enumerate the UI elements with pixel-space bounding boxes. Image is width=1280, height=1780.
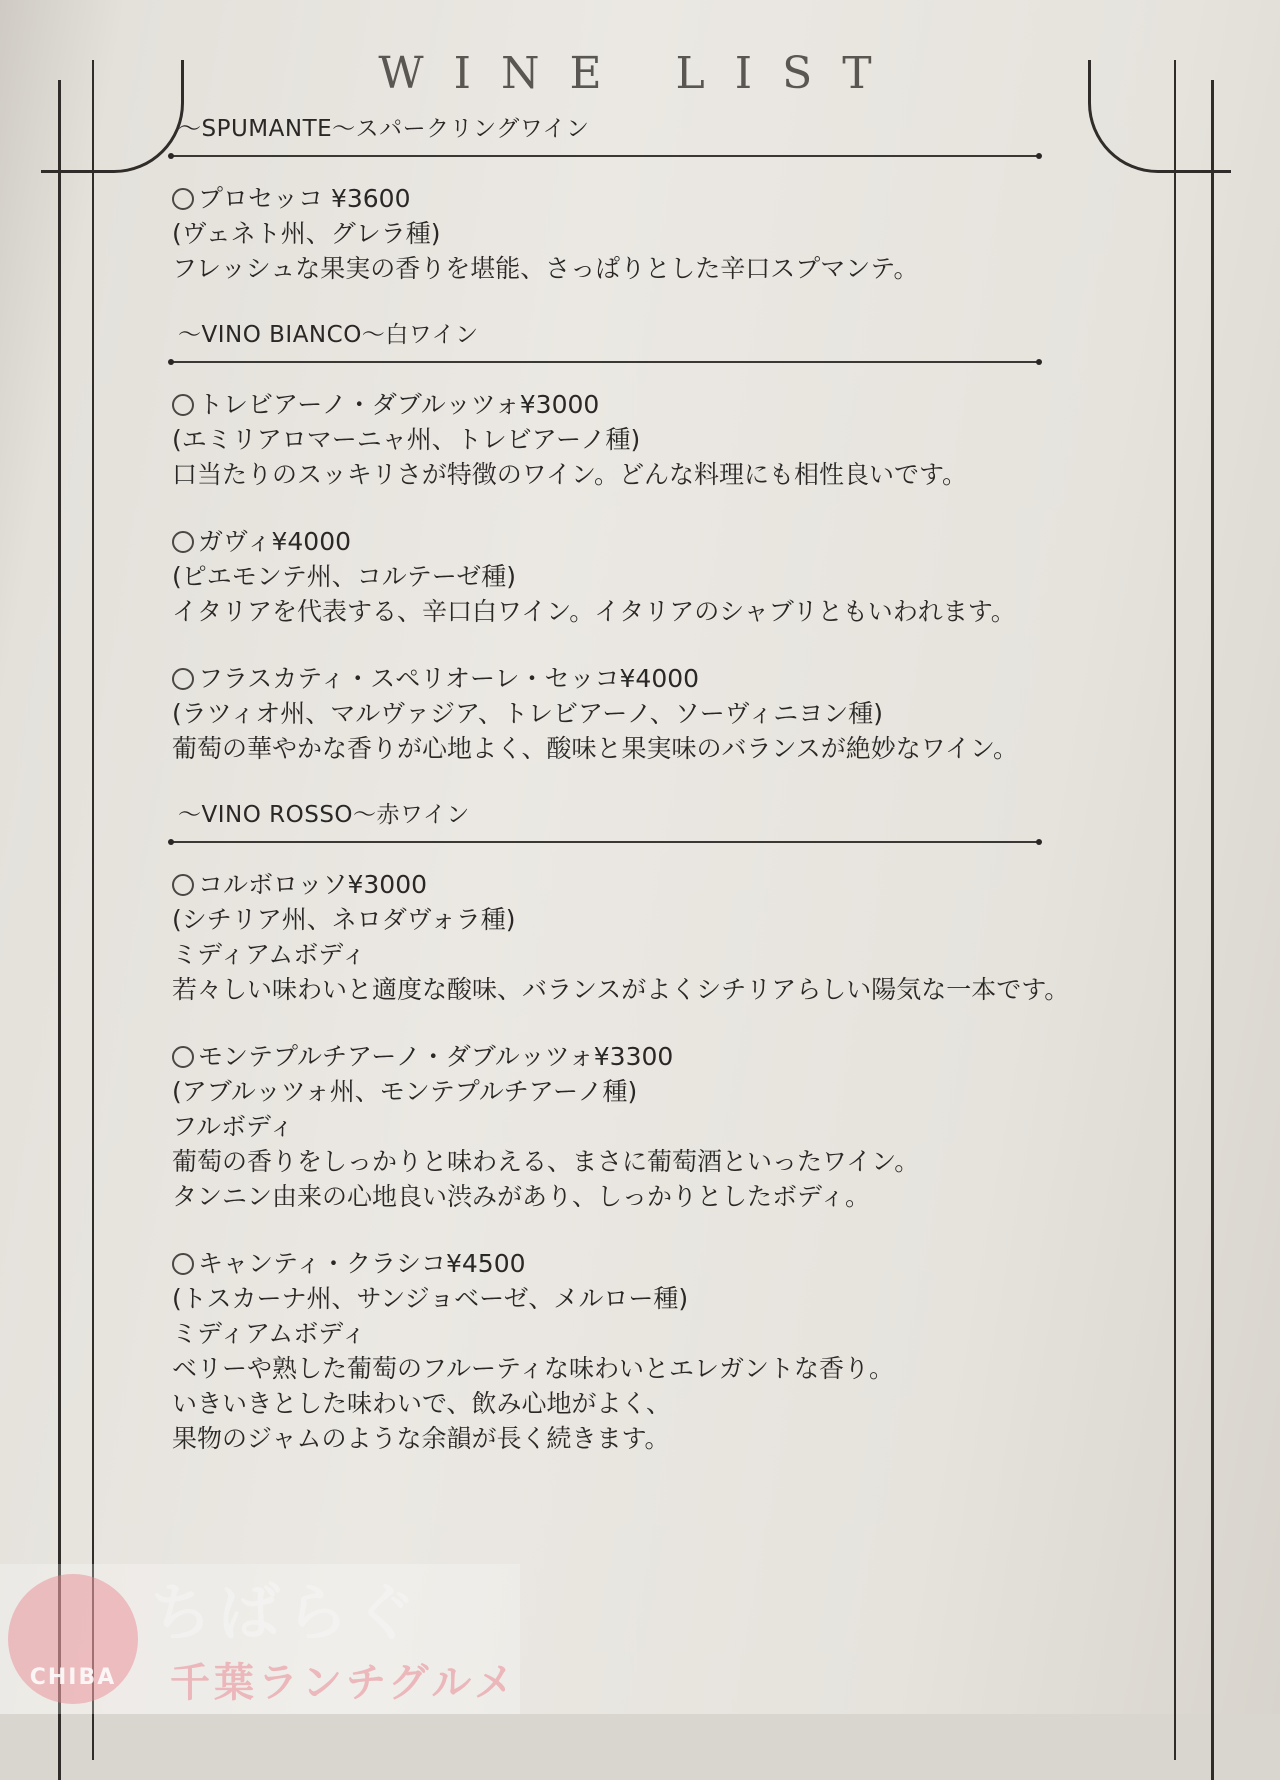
watermark-logo-text: CHIBA: [29, 1665, 117, 1690]
wine-description-line: イタリアを代表する、辛口白ワイン。イタリアのシャブリともいわれます。: [172, 597, 1016, 626]
wine-description-line: (ヴェネト州、グレラ種): [172, 219, 441, 248]
wine-name: コルボロッソ¥3000: [198, 870, 428, 899]
wine-name: ガヴィ¥4000: [198, 527, 352, 556]
wine-name-row: [172, 524, 1150, 559]
wine-name-row: [172, 1039, 1150, 1074]
wine-name-row: [172, 181, 1150, 216]
wine-name: トレビアーノ・ダブルッツォ¥3000: [198, 390, 600, 419]
wine-name-row: [172, 867, 1150, 902]
wine-item: [150, 1039, 1150, 1214]
circle-bullet-icon: [172, 531, 194, 553]
menu-title: WINE LIST: [378, 48, 902, 99]
circle-bullet-icon: [172, 668, 194, 690]
wine-description-line: (エミリアロマーニャ州、トレビアーノ種): [172, 425, 641, 454]
wine-description-line: ベリーや熟した葡萄のフルーティな味わいとエレガントな香り。: [172, 1354, 895, 1383]
section-heading: ～SPUMANTE～スパークリングワイン: [178, 116, 590, 142]
wine-description-line: いきいきとした味わいで、飲み心地がよく、: [172, 1389, 672, 1418]
circle-bullet-icon: [172, 874, 194, 896]
wine-description-line: フレッシュな果実の香りを堪能、さっぱりとした辛口スプマンテ。: [172, 254, 919, 283]
circle-bullet-icon: [172, 1253, 194, 1275]
wine-description-line: タンニン由来の心地良い渋みがあり、しっかりとしたボディ。: [172, 1182, 871, 1211]
wine-name-row: [172, 1246, 1150, 1281]
wine-description-line: 果物のジャムのような余韻が長く続きます。: [172, 1424, 670, 1453]
watermark: [0, 1564, 520, 1714]
wine-description-line: (ピエモンテ州、コルテーゼ種): [172, 562, 517, 591]
wine-item: [150, 661, 1150, 766]
watermark-logo: [8, 1574, 138, 1704]
section-divider: [170, 155, 1040, 157]
wine-name: フラスカティ・スペリオーレ・セッコ¥4000: [198, 664, 700, 693]
wine-description-line: (シチリア州、ネロダヴォラ種): [172, 905, 516, 934]
wine-description-line: フルボディ: [172, 1112, 295, 1141]
section-heading: ～VINO ROSSO～赤ワイン: [178, 802, 470, 828]
wine-list: [150, 112, 1150, 1488]
wine-description-line: ミディアムボディ: [172, 940, 367, 969]
watermark-sub-text: 千葉ランチグルメ: [170, 1660, 518, 1706]
section-divider: [170, 841, 1040, 843]
section-heading: ～VINO BIANCO～白ワイン: [178, 322, 479, 348]
wine-section: [150, 318, 1150, 766]
wine-section: [150, 112, 1150, 286]
circle-bullet-icon: [172, 1046, 194, 1068]
wine-name-row: [172, 661, 1150, 696]
wine-name: キャンティ・クラシコ¥4500: [198, 1249, 526, 1278]
wine-description-line: 葡萄の香りをしっかりと味わえる、まさに葡萄酒といったワイン。: [172, 1147, 920, 1176]
wine-item: [150, 867, 1150, 1007]
wine-description-line: 口当たりのスッキリさが特徴のワイン。どんな料理にも相性良いです。: [172, 460, 968, 489]
wine-item: [150, 387, 1150, 492]
circle-bullet-icon: [172, 188, 194, 210]
section-divider: [170, 361, 1040, 363]
wine-description-line: 若々しい味わいと適度な酸味、バランスがよくシチリアらしい陽気な一本です。: [172, 975, 1070, 1004]
wine-description-line: 葡萄の華やかな香りが心地よく、酸味と果実味のバランスが絶妙なワイン。: [172, 734, 1019, 763]
wine-item: [150, 524, 1150, 629]
wine-section: [150, 798, 1150, 1456]
wine-description-line: (トスカーナ州、サンジョベーゼ、メルロー種): [172, 1284, 689, 1313]
wine-description-line: (ラツィオ州、マルヴァジア、トレビアーノ、ソーヴィニヨン種): [172, 699, 884, 728]
wine-name: モンテプルチアーノ・ダブルッツォ¥3300: [198, 1042, 674, 1071]
wine-name-row: [172, 387, 1150, 422]
wine-description-line: (アブルッツォ州、モンテプルチアーノ種): [172, 1077, 638, 1106]
wine-item: [150, 181, 1150, 286]
watermark-main-text: ちばらぐ: [150, 1576, 423, 1649]
wine-name: プロセッコ ¥3600: [198, 184, 411, 213]
wine-item: [150, 1246, 1150, 1456]
circle-bullet-icon: [172, 394, 194, 416]
wine-description-line: ミディアムボディ: [172, 1319, 367, 1348]
